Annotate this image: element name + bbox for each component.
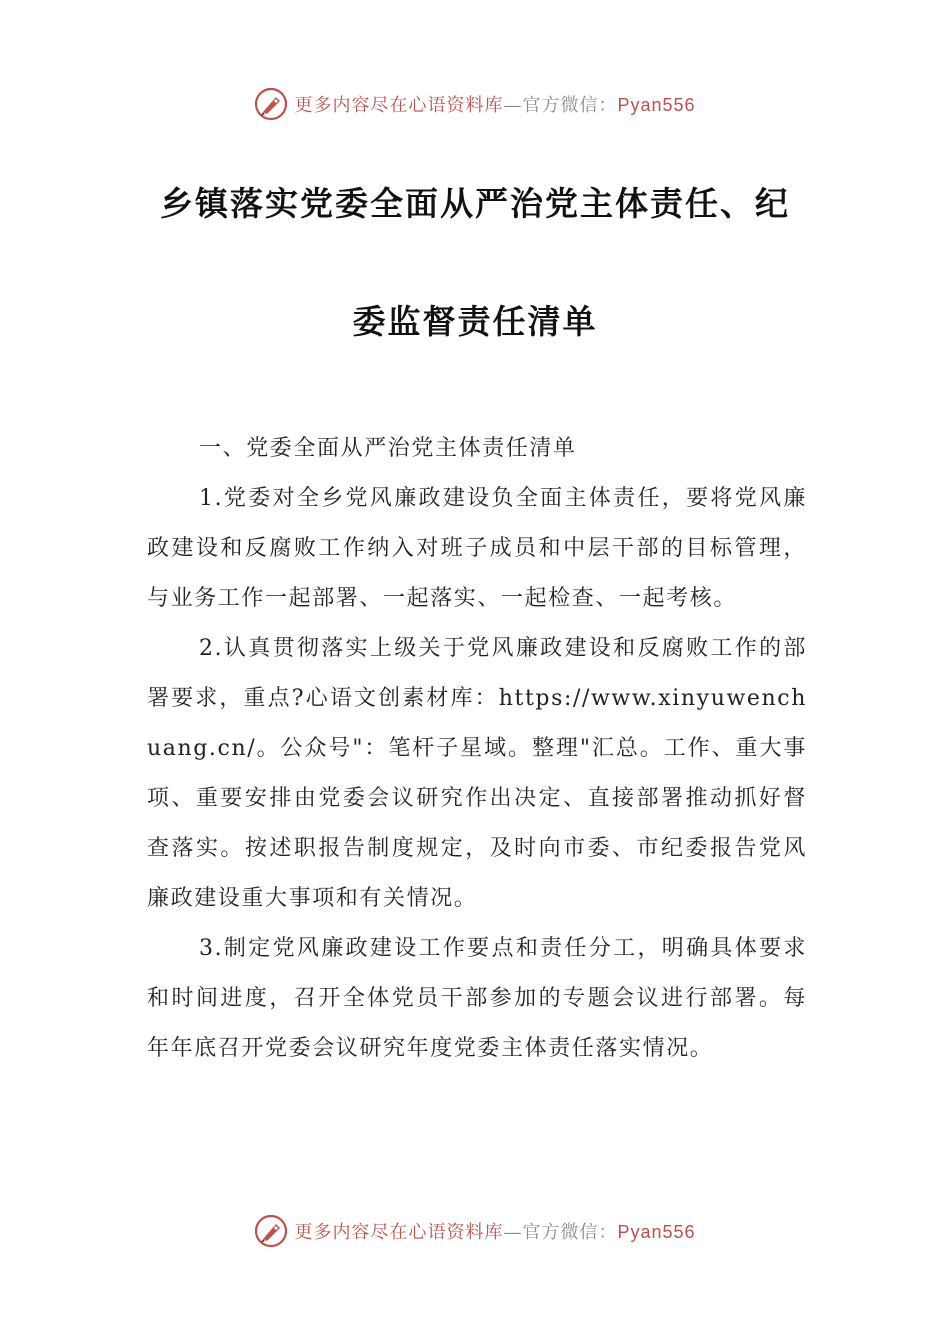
header-watermark <box>0 84 950 124</box>
document-body <box>147 474 807 1074</box>
paragraph-1: 1.党委对全乡党风廉政建设负全面主体责任，要将党风廉政建设和反腐败工作纳入对班子成员和中层干部的目标管理，与业务工作一起部署、一起落实、一起检查、一起考核。 <box>147 486 807 611</box>
watermark-text: 更多内容尽在心语资料库—官方微信：Pyan556 <box>294 1222 696 1243</box>
footer-watermark <box>0 1211 950 1251</box>
section-heading: 一、党委全面从严治党主体责任清单 <box>199 436 577 461</box>
document-title-line-2: 委监督责任清单 <box>352 302 598 341</box>
pen-nib-logo-icon <box>254 87 288 121</box>
paragraph-3: 3.制定党风廉政建设工作要点和责任分工，明确具体要求和时间进度，召开全体党员干部参加的专题会议进行部署。每年年底召开党委会议研究年度党委主体责任落实情况。 <box>147 936 807 1061</box>
document-title-line-1: 乡镇落实党委全面从严治党主体责任、纪 <box>160 184 790 223</box>
paragraph-2: 2.认真贯彻落实上级关于党风廉政建设和反腐败工作的部署要求，重点?心语文创素材库：https://www.xinyuwenchuang.cn/。公众号"：笔杆子星域。整理"汇总。工作、重大事项、重要安排由党委会议研究作出决定、直接部署推动抓好督查落实。按述职报告制度规定，及时向市委、市纪委报告党风廉政建设重大事项和有关情况。 <box>147 636 807 911</box>
pen-nib-logo-icon <box>254 1214 288 1248</box>
watermark-text: 更多内容尽在心语资料库—官方微信：Pyan556 <box>294 95 696 116</box>
